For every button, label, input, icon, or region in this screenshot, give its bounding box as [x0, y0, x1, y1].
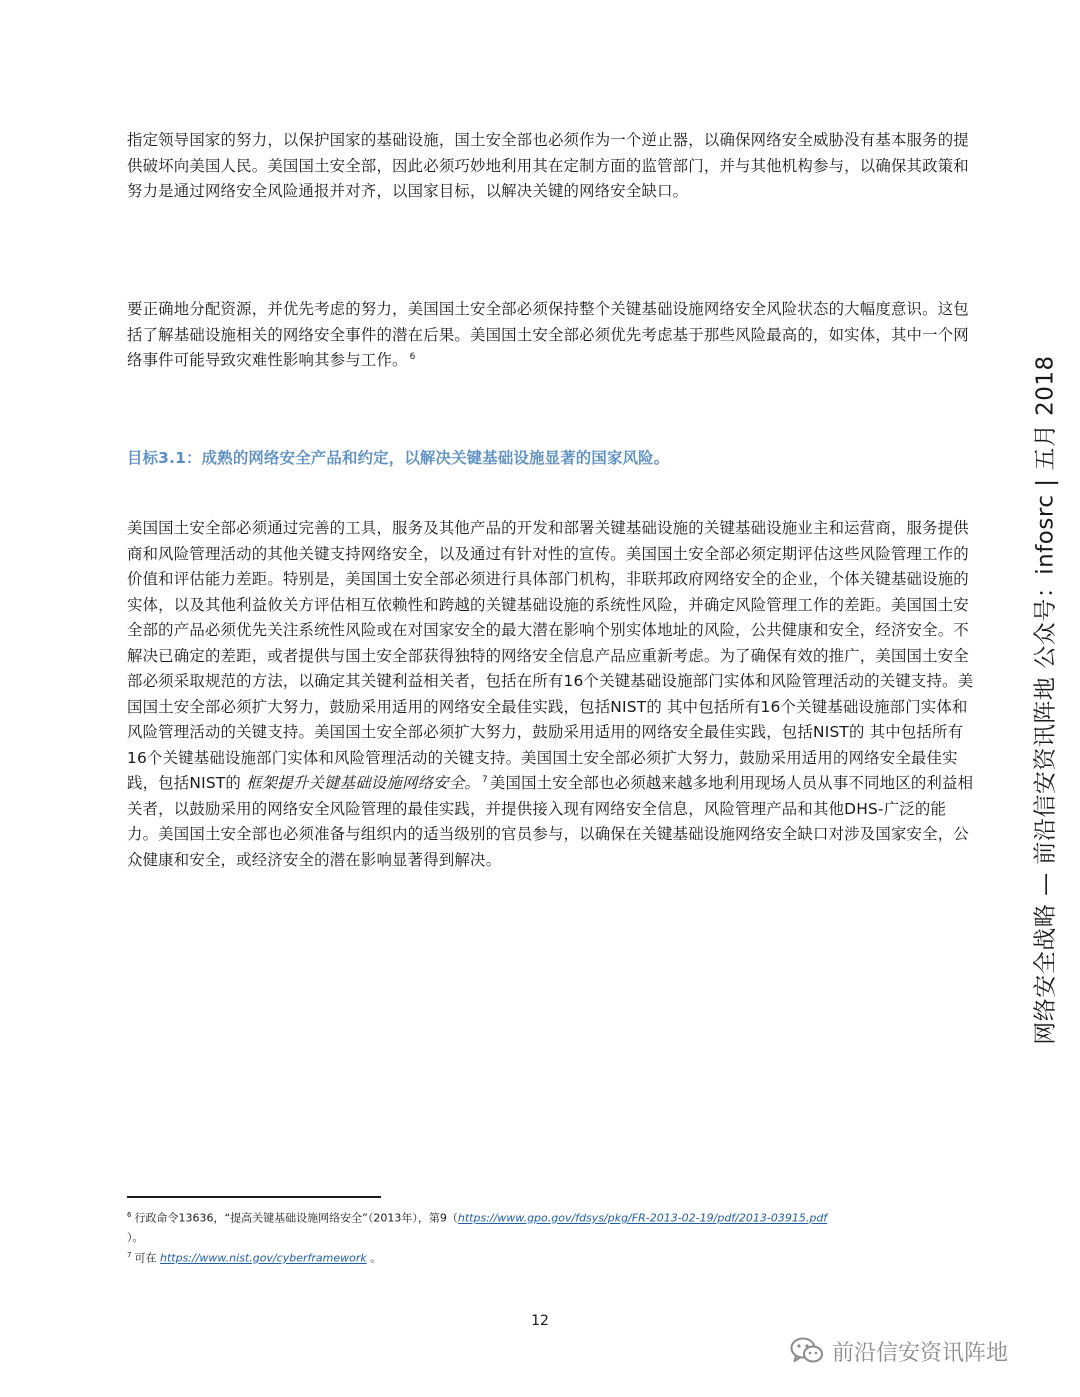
watermark-text: 前沿信安资讯阵地	[832, 1340, 1009, 1366]
paragraph-3-text-a: 美国国土安全部必须通过完善的工具，服务及其他产品的开发和部署关键基础设施的关键基础设施业主和运营商，服务提供商和风险管理活动的其他关键支持网络安全，以及通过有针对性的宣传。美国国土安全部必须定期评估这些风险管理工作的价值和评估能力差距。特别是，美国国土安全部必须进行具体部门机构，非联邦政府网络安全的企业，个体关键基础设施的实体，以及其他利益攸关方评估相互依赖性和跨越的关键基础设施的系统性风险，并确定风险管理工作的差距。美国国土安全部的产品必须优先关注系统性风险或在对国家安全的最大潜在影响个别实体地址的风险，公共健康和安全，经济安全。不解决已确定的差距，或者提供与国土安全部获得独特的网络安全信息产品应重新考虑。为了确保有效的推广，美国国土安全部必须采取规范的方法，以确定其关键利益相关者，包括在所有16个关键基础设施部门实体和风险管理活动的关键支持。美国国土安全部必须扩大努力，鼓励采用适用的网络安全最佳实践，包括NIST的 其中包括所有16个关键基础设施部门实体和风险管理活动的关键支持。美国国土安全部必须扩大努力，鼓励采用适用的网络安全最佳实践，包括NIST的 其中包括所有16个关键基础设施部门实体和风险管理活动的关键支持。美国国土安全部必须扩大努力，鼓励采用适用的网络安全最佳实践，包括NIST的	[127, 519, 974, 792]
vertical-sidebar	[1025, 350, 1061, 1050]
footnote-7	[127, 1247, 381, 1267]
body-paragraph-2	[127, 297, 977, 374]
footnote-7-number: 7	[127, 1251, 132, 1259]
footnote-7-link[interactable]: https://www.nist.gov/cyberframework	[159, 1251, 367, 1265]
watermark	[790, 1334, 1008, 1368]
sidebar-title: 网络安全战略 — 前沿信安资讯阵地 公众号：infosrc | 五月 2018	[1032, 355, 1059, 1045]
footnote-7-text: 可在	[134, 1251, 160, 1265]
footnote-6	[127, 1207, 827, 1227]
body-paragraph-3	[127, 516, 977, 873]
footnote-ref-6[interactable]: 6	[409, 351, 416, 362]
footnote-divider	[127, 1196, 381, 1198]
footnote-6-number: 6	[127, 1211, 132, 1219]
paragraph-2-text: 要正确地分配资源，并优先考虑的努力，美国国土安全部必须保持整个关键基础设施网络安全风险状态的大幅度意识。这包括了解基础设施相关的网络安全事件的潜在后果。美国国土安全部必须优先考虑基于那些风险最高的，如实体，其中一个网络事件可能导致灾难性影响其参与工作。	[127, 300, 969, 369]
framework-title-italic: 框架提升关键基础设施网络安全。	[246, 774, 480, 792]
footnote-ref-7[interactable]: 7	[481, 774, 488, 785]
footnote-6-text: 行政命令13636，“提高关键基础设施网络安全”（2013年），第9（	[134, 1211, 458, 1225]
footnote-6-close: ）。	[127, 1231, 144, 1244]
footnote-6-link[interactable]: https://www.gpo.gov/fdsys/pkg/FR-2013-02-19/pdf/2013-03915.pdf	[457, 1211, 828, 1225]
wechat-icon	[790, 1337, 824, 1365]
body-paragraph-1: 指定领导国家的努力，以保护国家的基础设施，国土安全部也必须作为一个逆止器，以确保网络安全威胁没有基本服务的提供破坏向美国人民。美国国土安全部，因此必须巧妙地利用其在定制方面的监管部门，并与其他机构参与，以确保其政策和努力是通过网络安全风险通报并对齐，以国家目标，以解决关键的网络安全缺口。	[127, 131, 969, 200]
page-number: 12	[531, 1313, 549, 1329]
paragraph-3-text-b: 美国国土安全部也必须越来越多地利用现场人员从事不同地区的利益相关者，以鼓励采用的网络安全风险管理的最佳实践，并提供接入现有网络安全信息，风险管理产品和其他DHS-广泛的能力。美国国土安全部也必须准备与组织内的适当级别的官员参与，以确保在关键基础设施网络安全缺口对涉及国家安全，公众健康和安全，或经济安全的潜在影响显著得到解决。	[127, 774, 974, 869]
footnote-7-close: 。	[366, 1251, 382, 1265]
section-heading: 目标3.1：成熟的网络安全产品和约定，以解决关键基础设施显著的国家风险。	[127, 449, 670, 467]
